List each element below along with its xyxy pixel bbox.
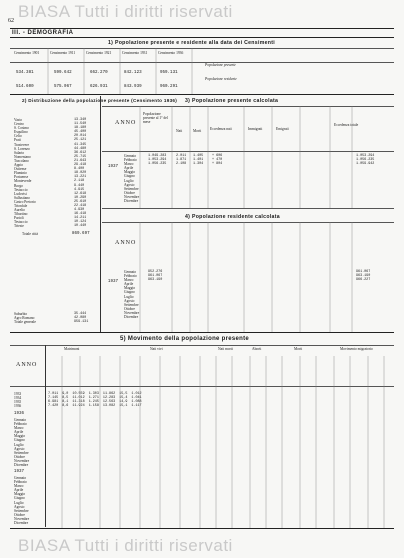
s1-res-1: 514.600 [16,85,34,89]
s5-group-nati: Nati vivi [150,347,163,351]
s1-year-5: Censimento 1936 [158,51,184,55]
s4-year: 1937 [108,280,119,284]
watermark-bottom: BIASA Tutti i diritti riservati [18,536,233,555]
s1-pres-4: 842.123 [124,71,142,75]
s1-res-3: 626.931 [90,85,108,89]
s1-pres-5: 959.131 [160,71,178,75]
s4-pop-end: 961.067 963.190 966.227 [356,270,371,283]
s3-head-nati: Nati [176,129,183,133]
section-header: III. - DEMOGRAFIA [12,30,74,36]
s1-res-2: 575.067 [54,85,72,89]
s4-pop-start: 952.276 961.067 963.190 [148,270,163,283]
s5-title: 5) Movimento della popolazione presente [120,336,250,342]
s1-pres-1: 534.381 [16,71,34,75]
s5-group-aborti: Aborti [252,347,262,351]
s2-title: 2) Distribuzione della popolazione presente (Censimento 1936) [22,98,178,103]
s1-pres-3: 662.270 [90,71,108,75]
s3-head-pop: Popolazione presente al 1° del mese [143,112,168,124]
s3-title: 3) Popolazione presente calcolata [185,98,279,104]
s3-head-emi: Emigrati [276,127,289,131]
s3-ecc: + 606 + 470 + 804 [212,154,223,167]
s1-year-3: Censimento 1921 [86,51,112,55]
s3-morti: 1.405 1.401 1.304 [193,154,204,167]
s3-head-imm: Immigrati [248,127,263,131]
s1-year-1: Censimento 1901 [14,51,40,55]
s4-anno-head: ANNO [115,240,137,246]
s3-head-morti: Morti [193,129,202,133]
page-number: 62 [8,18,14,24]
s2-total-label: Totale città [22,232,39,236]
s5-group-migr: Movimento migratorio [340,347,373,351]
s5-group-morti: Morti [294,347,303,351]
s2-sub-values: 35.444 42.080 959.131 [74,312,89,325]
s3-pop-start: 1.049.283 1.053.294 1.056.235 [148,154,167,167]
s3-head-ecc: Eccedenza nati [210,127,232,131]
s5-year-rows: 7.011 9,0 10.559 1.303 11.862 15,5 1.012 7.145 8,5 11.012 1.271 12.283 15,4 1.041 6.981 8,1 11.318 1.245 12.563 14,9 1.088 7.420 8,6 11.924 1.158 13.082 15,1 1.117 [48,392,142,409]
s5-group-matrimoni: Matrimoni [64,347,80,351]
s5-months-1936: Gennaio Febbraio Marzo Aprile Maggio Giugno Luglio Agosto Settembre Ottobre Novembre Dicembre [14,418,30,468]
s5-group-nati-morti: Nati morti [218,347,233,351]
watermark-top: BIASA Tutti i diritti riservati [18,2,233,21]
s4-title: 4) Popolazione residente calcolata [185,214,280,220]
s1-pres-2: 599.642 [54,71,72,75]
s3-anno-head: ANNO [115,120,137,126]
s5-year-list: 1933 1934 1935 1936 [14,392,22,409]
s4-month-list: Gennaio Febbraio Marzo Aprile Maggio Giugno Luglio Agosto Settembre Ottobre Novembre Dicembre [124,270,140,320]
s2-total-value: 869.697 [72,232,90,236]
s1-pres-label: Popolazione presente [205,63,236,67]
s2-zone-list: Vasto Centro S. Cosimo Esquilino Celio Prati Trastevere S. Lorenzo Salario Nomentano Tuscolano Appio Ostiense Flaminio Portuense Monteverde Borgo Testaccio Ludovisi Sallustiano Castro Pretorio Trionfale Aurelio Tiburtino Parioli Testaccio Trieste [14,118,36,229]
s3-month-list: Gennaio Febbraio Marzo Aprile Maggio Giugno Luglio Agosto Settembre Ottobre Novembre Dicembre [124,154,140,204]
s1-title: 1) Popolazione presente e residente alla data dei Censimenti [108,40,276,46]
s3-year: 1937 [108,165,119,169]
s3-nati: 2.011 1.871 2.108 [176,154,187,167]
s3-head-tot: Eccedenza totale [334,123,359,127]
s5-label-1936: 1936 [14,412,25,416]
s3-pop-end: 1.053.294 1.056.235 1.059.942 [356,154,375,167]
s1-year-4: Censimento 1931 [122,51,148,55]
s5-anno-head: ANNO [16,362,38,368]
s1-res-label: Popolazione residente [205,77,237,81]
s1-res-4: 843.939 [124,85,142,89]
s5-label-1937: 1937 [14,470,25,474]
s5-months-1937: Gennaio Febbraio Marzo Aprile Maggio Giugno Luglio Agosto Settembre Ottobre Novembre Dicembre [14,476,30,526]
s2-value-list: 13.340 11.540 18.180 45.400 20.014 25.121 41.345 44.480 36.612 25.715 21.643 29.418 8.400 18.020 13.221 2.118 9.440 4.915 12.618 10.290 25.610 22.418 4.930 16.418 14.211 10.124 10.440 [74,118,87,229]
s1-res-5: 960.291 [160,85,178,89]
s1-year-2: Censimento 1911 [50,51,76,55]
s2-sub-labels: Suburbio Agro Romano Totale generale [14,312,36,325]
